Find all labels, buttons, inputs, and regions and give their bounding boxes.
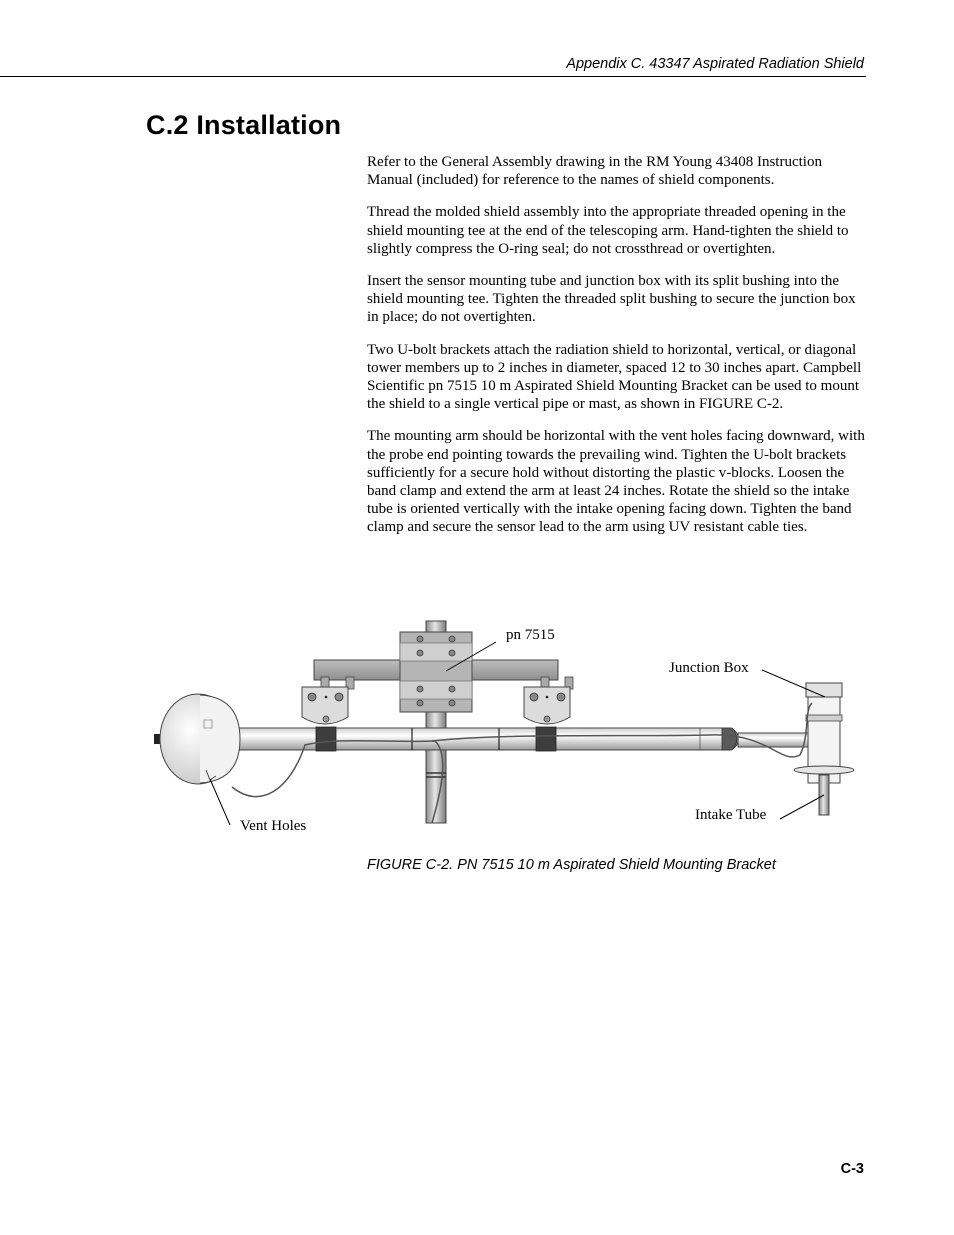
left-u-bolt-bracket [302, 677, 354, 724]
figure-caption: FIGURE C-2. PN 7515 10 m Aspirated Shield Mounting Bracket [367, 857, 776, 873]
header-rule [0, 76, 866, 77]
section-title: C.2 Installation [146, 110, 342, 140]
radiation-shield [154, 694, 240, 784]
body-text [367, 153, 867, 551]
intake-tube-leader-line [780, 795, 824, 819]
paragraph: The mounting arm should be horizontal with the vent holes facing downward, with the probe end pointing towards the prevailing wind. Tighten the U-bolt brackets sufficiently for a secure hold without distorting the plastic v-blocks. Loosen the band clamp and extend the arm at least 24 inches. Rotate the shield so the intake tube is oriented vertically with the intake opening facing down. Tighten the band clamp and secure the sensor lead to the arm using UV resistant cable ties. [367, 428, 865, 536]
right-u-bolt-bracket [524, 677, 573, 724]
center-clamp [400, 632, 472, 712]
vent-holes-label: Vent Holes [240, 818, 307, 834]
running-header: Appendix C. 43347 Aspirated Radiation Shield [566, 56, 864, 72]
paragraph: Thread the molded shield assembly into the appropriate threaded opening in the shield mounting tee at the end of the telescoping arm. Hand-tighten the shield to slightly compress the O-ring seal; do not crossthread or overtighten. [367, 204, 849, 257]
junction-box-label: Junction Box [669, 660, 749, 676]
sensor-lead-cable [232, 741, 443, 823]
vent-holes-leader-line [210, 779, 230, 825]
paragraph: Refer to the General Assembly drawing in the RM Young 43408 Instruction Manual (included) for reference to the names of shield components. [367, 154, 822, 189]
pn-label: pn 7515 [506, 627, 555, 643]
page-number: C-3 [840, 1161, 864, 1177]
telescoping-arm [226, 727, 810, 751]
intake-tube-label: Intake Tube [695, 807, 767, 823]
mounting-bracket-figure [140, 615, 870, 845]
paragraph: Two U-bolt brackets attach the radiation shield to horizontal, vertical, or diagonal tower members up to 2 inches in diameter, spaced 12 to 30 inches apart. Campbell Scientific pn 7515 10 m Aspirated Shield Mounting Bracket can be used to mount the shield to a single vertical pipe or mast, as shown in FIGURE C-2. [367, 341, 862, 413]
paragraph: Insert the sensor mounting tube and junction box with its split bushing into the shield mounting tee. Tighten the threaded split bushing to secure the junction box in place; do not overtighten. [367, 273, 856, 326]
